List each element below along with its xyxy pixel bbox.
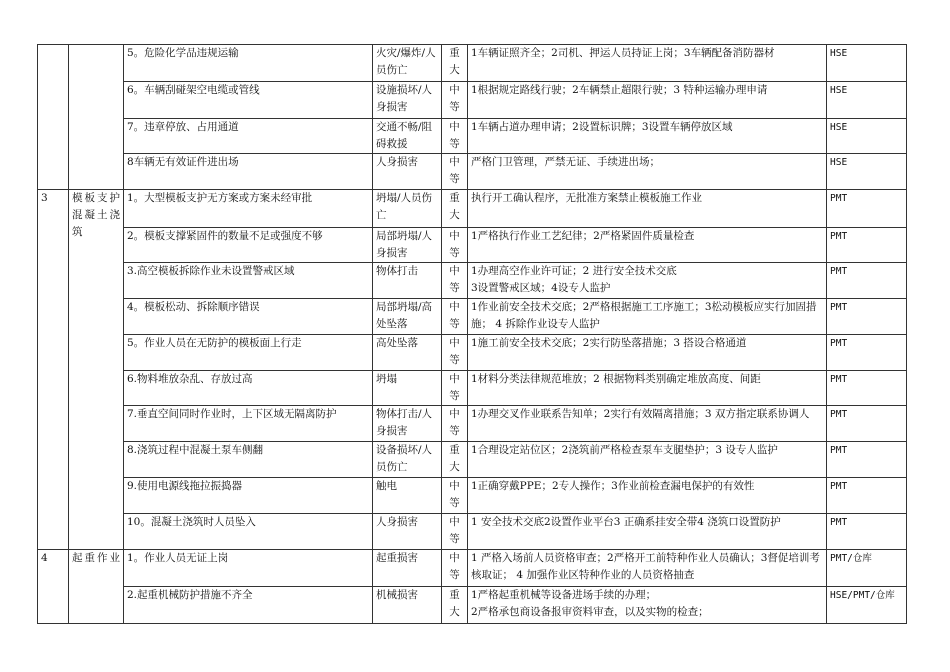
table-row (38, 263, 907, 299)
consequence-cell: 坍塌/人员伤亡 (373, 190, 442, 228)
table-row (38, 478, 907, 514)
consequence-cell: 机械损害 (373, 587, 442, 624)
table-row (38, 119, 907, 154)
department-cell: HSE/PMT/仓库 (827, 587, 907, 624)
operation-cell: 模板支护混凝土浇筑 (69, 190, 124, 550)
row-number-cell: 3 (38, 190, 69, 550)
measure-cell: 1材料分类法律规范堆放；2 根据物料类别确定堆放高度、间距 (468, 371, 827, 406)
risk-level-cell: 中等 (442, 371, 468, 406)
hazard-cell: 1。作业人员无证上岗 (124, 550, 373, 587)
hazard-cell: 10。混凝土浇筑时人员坠入 (124, 514, 373, 550)
risk-level-cell: 重大 (442, 45, 468, 82)
consequence-cell: 人身损害 (373, 514, 442, 550)
hazard-cell: 9.使用电源线拖拉振捣器 (124, 478, 373, 514)
table-row (38, 299, 907, 335)
measure-cell: 1严格起重机械等设备进场手续的办理； 2严格承包商设备报审资料审查，以及实物的检查； (468, 587, 827, 624)
measure-cell: 1办理高空作业许可证；2 进行安全技术交底 3设置警戒区域；4设专人监护 (468, 263, 827, 299)
table-row (38, 550, 907, 587)
department-cell: HSE (827, 45, 907, 82)
measure-cell: 1施工前安全技术交底；2实行防坠落措施；3 搭设合格通道 (468, 335, 827, 371)
measure-cell: 严格门卫管理，严禁无证、手续进出场； (468, 154, 827, 190)
department-cell: PMT (827, 371, 907, 406)
table-row (38, 587, 907, 624)
measure-cell: 1办理交叉作业联系告知单；2实行有效隔离措施；3 双方指定联系协调人 (468, 406, 827, 442)
risk-level-cell: 中等 (442, 228, 468, 263)
measure-cell: 1严格执行作业工艺纪律；2严格紧固件质量检查 (468, 228, 827, 263)
hazard-cell: 6。车辆刮碰架空电缆或管线 (124, 82, 373, 119)
risk-level-cell: 重大 (442, 442, 468, 478)
risk-level-cell: 中等 (442, 154, 468, 190)
row-number-cell: 4 (38, 550, 69, 624)
hazard-cell: 4。模板松动、拆除顺序错误 (124, 299, 373, 335)
consequence-cell: 坍塌 (373, 371, 442, 406)
hazard-cell: 8车辆无有效证件进出场 (124, 154, 373, 190)
risk-level-cell: 中等 (442, 299, 468, 335)
table-row (38, 371, 907, 406)
department-cell: HSE (827, 154, 907, 190)
department-cell: PMT (827, 190, 907, 228)
hazard-cell: 2.起重机械防护措施不齐全 (124, 587, 373, 624)
department-cell: PMT (827, 406, 907, 442)
table-row (38, 335, 907, 371)
risk-level-cell: 重大 (442, 587, 468, 624)
table-row (38, 190, 907, 228)
table-row (38, 82, 907, 119)
consequence-cell: 触电 (373, 478, 442, 514)
risk-level-cell: 中等 (442, 335, 468, 371)
measure-cell: 1 安全技术交底2设置作业平台3 正确系挂安全带4 浇筑口设置防护 (468, 514, 827, 550)
measure-cell: 1 严格入场前人员资格审查；2严格开工前特种作业人员确认；3督促培训考核取证； 4 加强作业区特种作业的人员资格抽查 (468, 550, 827, 587)
measure-cell: 1正确穿戴PPE；2专人操作；3作业前检查漏电保护的有效性 (468, 478, 827, 514)
risk-level-cell: 中等 (442, 406, 468, 442)
consequence-cell: 设备损坏/人员伤亡 (373, 442, 442, 478)
table-row (38, 228, 907, 263)
consequence-cell: 火灾/爆炸/人员伤亡 (373, 45, 442, 82)
consequence-cell: 局部坍塌/高处坠落 (373, 299, 442, 335)
consequence-cell: 物体打击/人身损害 (373, 406, 442, 442)
department-cell: HSE (827, 119, 907, 154)
hazard-cell: 6.物料堆放杂乱、存放过高 (124, 371, 373, 406)
consequence-cell: 局部坍塌/人身损害 (373, 228, 442, 263)
measure-cell: 1作业前安全技术交底；2严格根据施工工序施工；3松动模板应实行加固措施； 4 拆除作业设专人监护 (468, 299, 827, 335)
table-row (38, 45, 907, 82)
department-cell: PMT (827, 442, 907, 478)
table-row (38, 406, 907, 442)
hazard-cell: 8.浇筑过程中混凝土泵车侧翻 (124, 442, 373, 478)
table-row (38, 442, 907, 478)
measure-cell: 1合理设定站位区；2浇筑前严格检查泵车支腿垫护；3 设专人监护 (468, 442, 827, 478)
department-cell: PMT/仓库 (827, 550, 907, 587)
department-cell: PMT (827, 514, 907, 550)
department-cell: PMT (827, 299, 907, 335)
risk-level-cell: 中等 (442, 514, 468, 550)
consequence-cell: 物体打击 (373, 263, 442, 299)
hazard-cell: 1。大型模板支护无方案或方案未经审批 (124, 190, 373, 228)
department-cell: PMT (827, 335, 907, 371)
measure-cell: 执行开工确认程序，无批准方案禁止模板施工作业 (468, 190, 827, 228)
row-number-cell (38, 45, 69, 190)
hazard-cell: 7.垂直空间同时作业时，上下区域无隔离防护 (124, 406, 373, 442)
table-row (38, 514, 907, 550)
consequence-cell: 高处坠落 (373, 335, 442, 371)
risk-level-cell: 重大 (442, 190, 468, 228)
measure-cell: 1根据规定路线行驶；2车辆禁止超限行驶；3 特种运输办理申请 (468, 82, 827, 119)
hazard-table (37, 44, 907, 624)
department-cell: PMT (827, 228, 907, 263)
consequence-cell: 交通不畅/阻碍救援 (373, 119, 442, 154)
hazard-cell: 7。违章停放、占用通道 (124, 119, 373, 154)
operation-cell (69, 45, 124, 190)
hazard-cell: 5。作业人员在无防护的模板面上行走 (124, 335, 373, 371)
operation-cell: 起重作业 (69, 550, 124, 624)
consequence-cell: 起重损害 (373, 550, 442, 587)
department-cell: PMT (827, 263, 907, 299)
department-cell: PMT (827, 478, 907, 514)
measure-cell: 1车辆占道办理申请；2设置标识牌；3设置车辆停放区域 (468, 119, 827, 154)
risk-level-cell: 中等 (442, 119, 468, 154)
consequence-cell: 设施损坏/人身损害 (373, 82, 442, 119)
hazard-cell: 3.高空模板拆除作业未设置警戒区域 (124, 263, 373, 299)
department-cell: HSE (827, 82, 907, 119)
table-row (38, 154, 907, 190)
hazard-cell: 2。模板支撑紧固件的数量不足或强度不够 (124, 228, 373, 263)
risk-level-cell: 中等 (442, 478, 468, 514)
measure-cell: 1车辆证照齐全；2司机、押运人员持证上岗；3车辆配备消防器材 (468, 45, 827, 82)
consequence-cell: 人身损害 (373, 154, 442, 190)
risk-level-cell: 中等 (442, 550, 468, 587)
hazard-cell: 5。危险化学品违规运输 (124, 45, 373, 82)
risk-level-cell: 中等 (442, 82, 468, 119)
risk-level-cell: 中等 (442, 263, 468, 299)
